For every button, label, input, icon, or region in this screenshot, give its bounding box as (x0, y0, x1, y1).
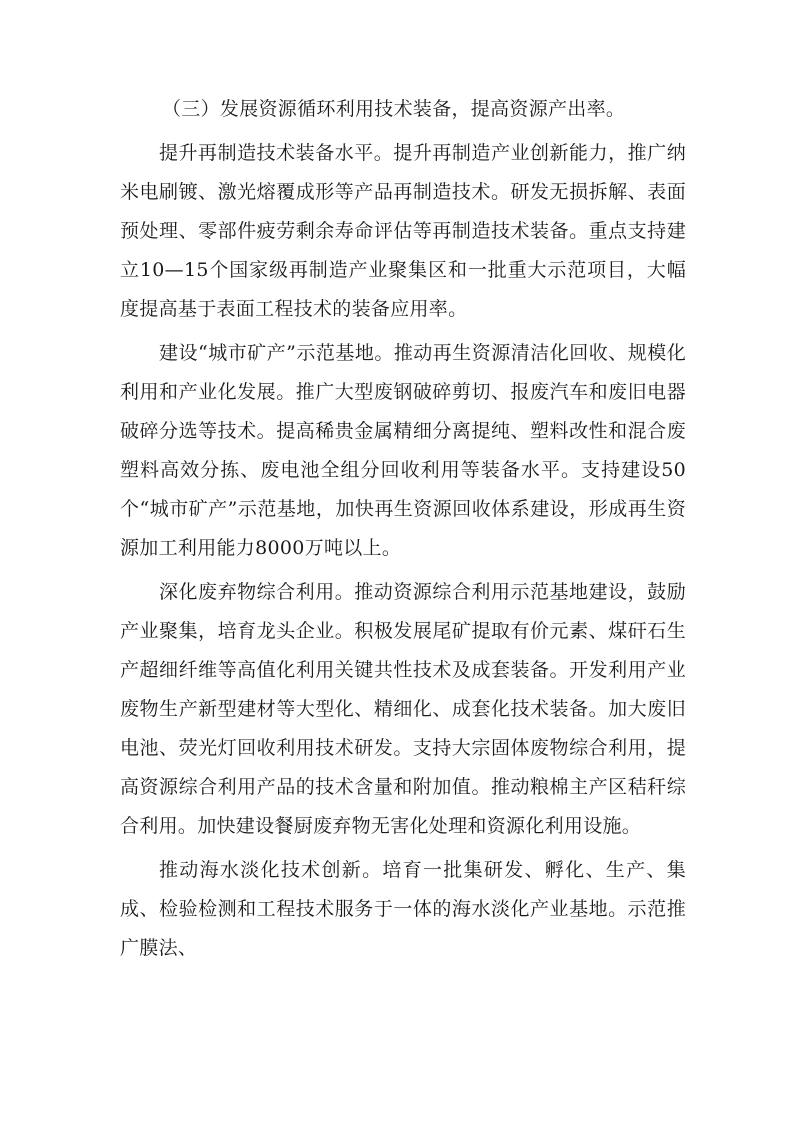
paragraph-desalination: 推动海水淡化技术创新。培育一批集研发、孵化、生产、集成、检验检测和工程技术服务于一体的海水淡化产业基地。示范推广膜法、 (120, 859, 686, 959)
section-heading: （三）发展资源循环利用技术装备，提高资源产出率。 (162, 98, 626, 120)
paragraph-remanufacturing: 提升再制造技术装备水平。提升再制造产业创新能力，推广纳米电刷镀、激光熔覆成形等产品再制造技术。研发无损拆解、表面预处理、零部件疲劳剩余寿命评估等再制造技术装备。重点支持建立10—15个国家级再制造产业聚集区和一批重大示范项目，大幅度提高基于表面工程技术的装备应用率。 (120, 142, 686, 320)
document-page (120, 90, 686, 973)
paragraph-urban-mining: 建设“城市矿产”示范基地。推动再生资源清洁化回收、规模化利用和产业化发展。推广大型废钢破碎剪切、报废汽车和废旧电器破碎分选等技术。提高稀贵金属精细分离提纯、塑料改性和混合废塑料高效分拣、废电池全组分回收利用等装备水平。支持建设50个“城市矿产”示范基地，加快再生资源回收体系建设，形成再生资源加工利用能力8000万吨以上。 (120, 342, 686, 559)
paragraph-waste-utilization: 深化废弃物综合利用。推动资源综合利用示范基地建设，鼓励产业聚集，培育龙头企业。积极发展尾矿提取有价元素、煤矸石生产超细纤维等高值化利用关键共性技术及成套装备。开发利用产业废物生产新型建材等大型化、精细化、成套化技术装备。加大废旧电池、荧光灯回收利用技术研发。支持大宗固体废物综合利用，提高资源综合利用产品的技术含量和附加值。推动粮棉主产区秸秆综合利用。加快建设餐厨废弃物无害化处理和资源化利用设施。 (120, 581, 686, 837)
